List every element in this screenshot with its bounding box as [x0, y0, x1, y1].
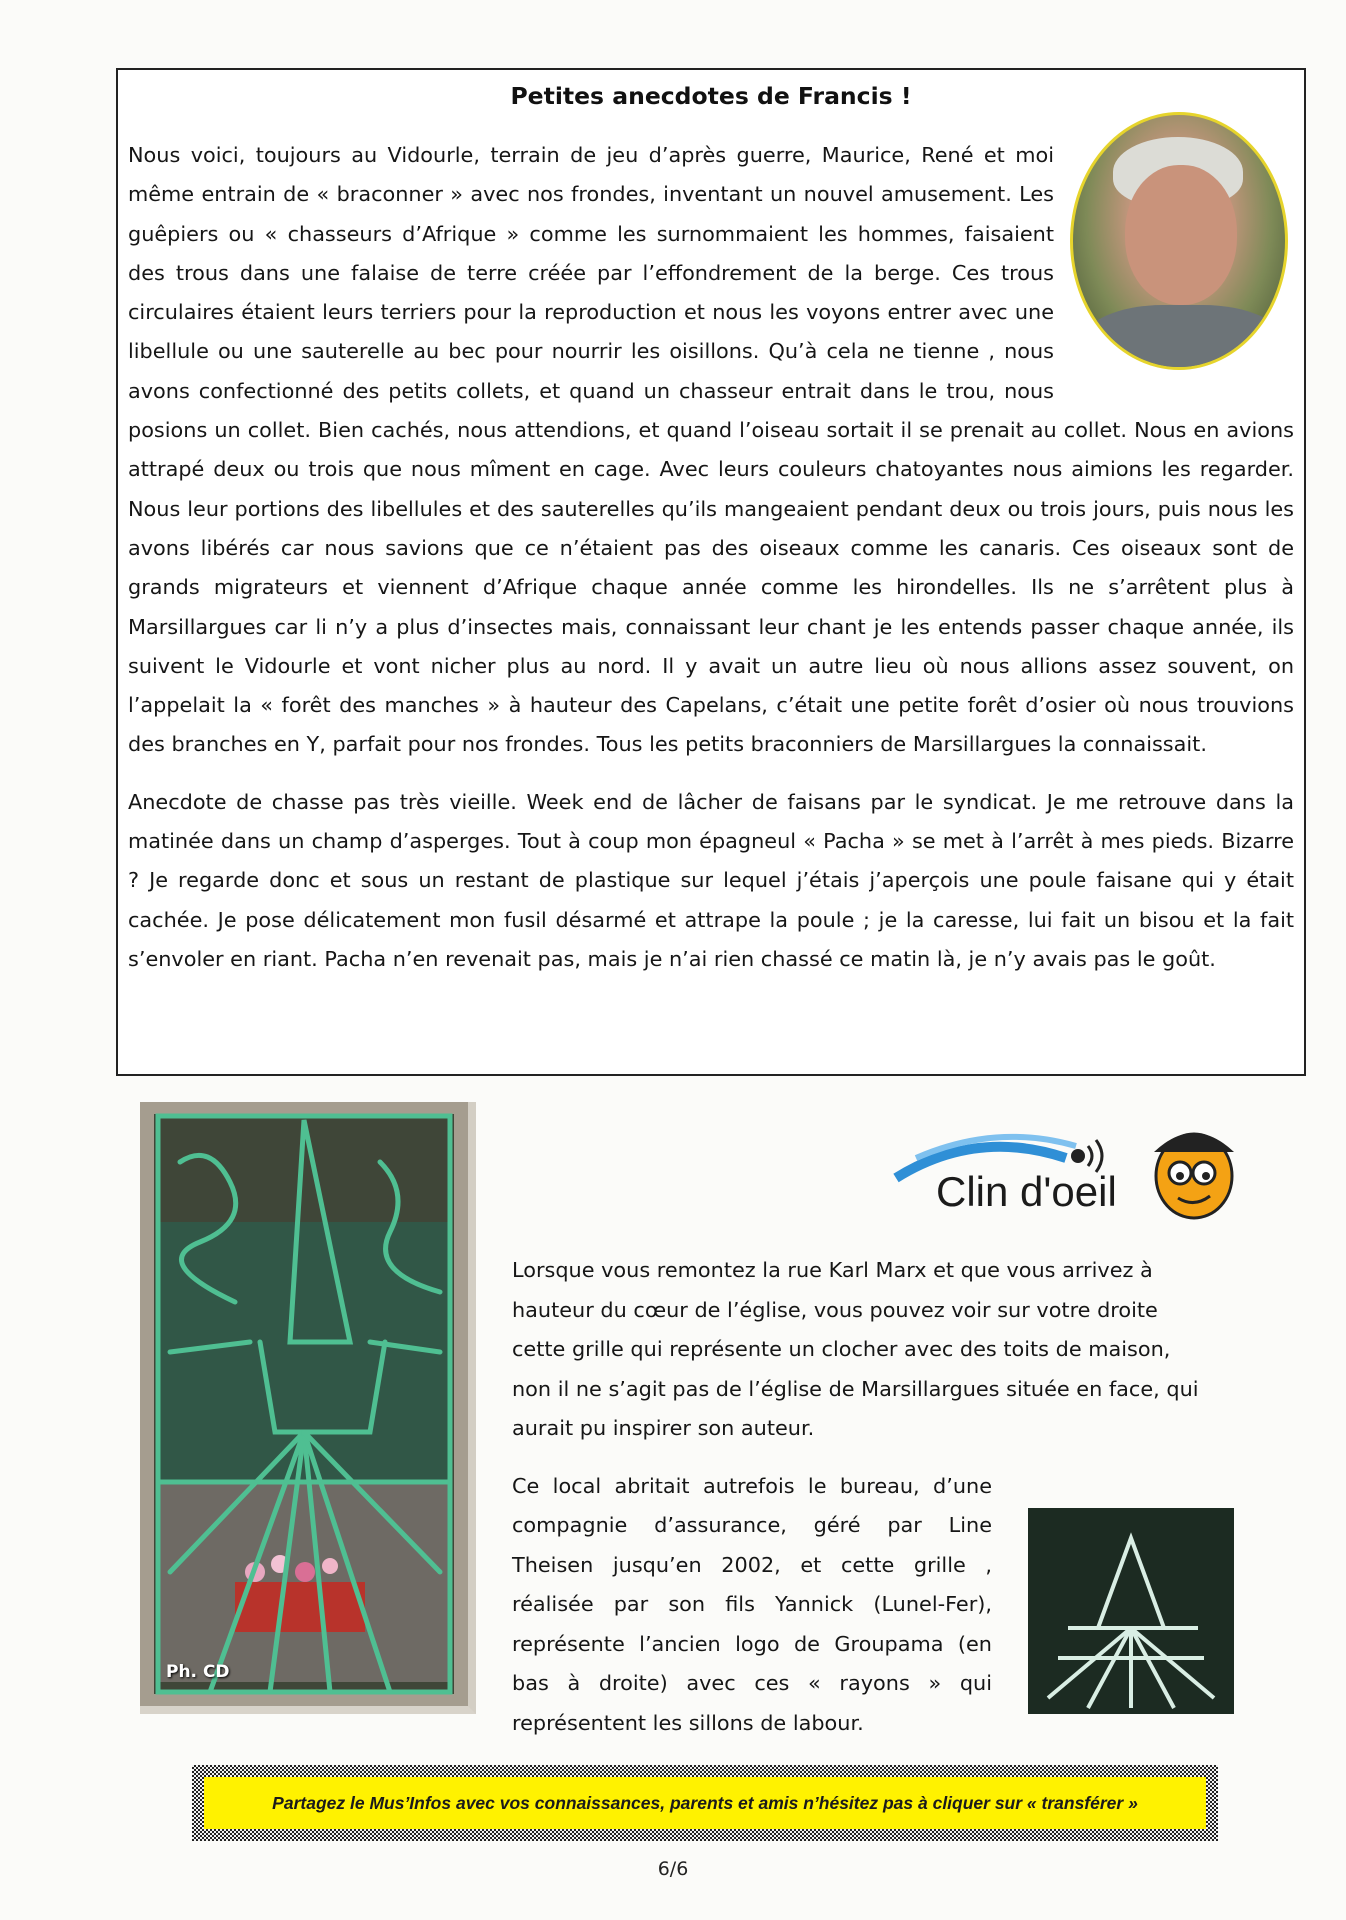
article-title: Petites anecdotes de Francis ! — [510, 82, 912, 110]
portrait-photo — [1070, 112, 1288, 370]
clin-doeil-logo — [886, 1118, 1236, 1228]
window-grille-photo — [140, 1102, 476, 1714]
groupama-logo — [1028, 1508, 1234, 1714]
anecdote-box — [116, 68, 1306, 1076]
share-banner — [192, 1765, 1218, 1841]
article-body — [128, 136, 1294, 979]
share-banner-text: Partagez le Mus’Infos avec vos connaissances, parents et amis n’hésitez pas à cliquer sur « transférer » — [204, 1777, 1206, 1829]
clin-doeil-paragraph: Ce local abritait autrefois le bureau, d’une compagnie d’assurance, géré par Line Theisen jusqu’en 2002, et cette grille , réalisée par son fils Yannick (Lunel-Fer), représente l’ancien logo de Groupama (en bas à droite) avec ces « rayons » qui représentent les sillons de labour. — [512, 1473, 992, 1735]
photo-credit: Ph. CD — [166, 1662, 230, 1682]
page-number: 6/6 — [657, 1858, 689, 1880]
article-paragraph: Nous voici, toujours au Vidourle, terrain de jeu d’après guerre, Maurice, René et moi même entrain de « braconner » avec nos frondes, inventant un nouvel amusement. Les guêpiers ou « chasseurs d’Afrique » comme les surnommaient les hommes, faisaient des trous dans une falaise de terre créée par l’effondrement de la berge. Ces trous circulaires étaient leurs terriers pour la reproduction et nous les voyons entrer avec une libellule ou une sauterelle au bec pour nourrir les oisillons. Qu’à cela ne tienne , nous avons confectionné des petits collets, et quand un chasseur entrait dans le trou, nous posions un collet. Bien cachés, nous attendions, et quand l’oiseau sortait il se prenait au collet. Nous en avions attrapé deux ou trois que nous mîment en cage. Avec leurs couleurs chatoyantes nous aimions les regarder. Nous leur portions des libellules et des sauterelles qu’ils mangeaient pendant deux ou trois jours, puis nous les avons libérés car nous savions que ce n’étaient pas des oiseaux comme les canaris. Ces oiseaux sont de grands migrateurs et viennent d’Afrique chaque année comme les hirondelles. Ils ne s’arrêtent plus à Marsillargues car li n’y a plus d’insectes mais, connaissant leur chant je les entends passer chaque année, ils suivent le Vidourle et vont nicher plus au nord. Il y avait un autre lieu où nous allions assez souvent, on l’appelait la « forêt des manches » à hauteur des Capelans, c’était une petite forêt d’osier où nous trouvions des branches en Y, parfait pour nos frondes. Tous les petits braconniers de Marsillargues la connaissait. — [128, 143, 1294, 757]
article-paragraph: Anecdote de chasse pas très vieille. Week end de lâcher de faisans par le syndicat. Je me retrouve dans la matinée dans un champ d’asperges. Tout à coup mon épagneul « Pacha » se met à l’arrêt à mes pieds. Bizarre ? Je regarde donc et sous un restant de plastique sur lequel j’étais j’aperçois une poule faisane qui y était cachée. Je pose délicatement mon fusil désarmé et attrape la poule ; je la caresse, lui fait un bisou et la fait s’envoler en riant. Pacha n’en revenait pas, mais je n’ai rien chassé ce matin là, je n’y avais pas le goût. — [128, 789, 1294, 971]
clin-doeil-text: Clin d'oeil — [936, 1168, 1117, 1215]
clin-doeil-paragraph: Lorsque vous remontez la rue Karl Marx et que vous arrivez à hauteur du cœur de l’église, vous pouvez voir sur votre droite cette grille qui représente un clocher avec des toits de maison, non il ne s’agit pas de l’église de Marsillargues située en face, qui aurait pu inspirer son auteur. — [512, 1258, 1199, 1440]
